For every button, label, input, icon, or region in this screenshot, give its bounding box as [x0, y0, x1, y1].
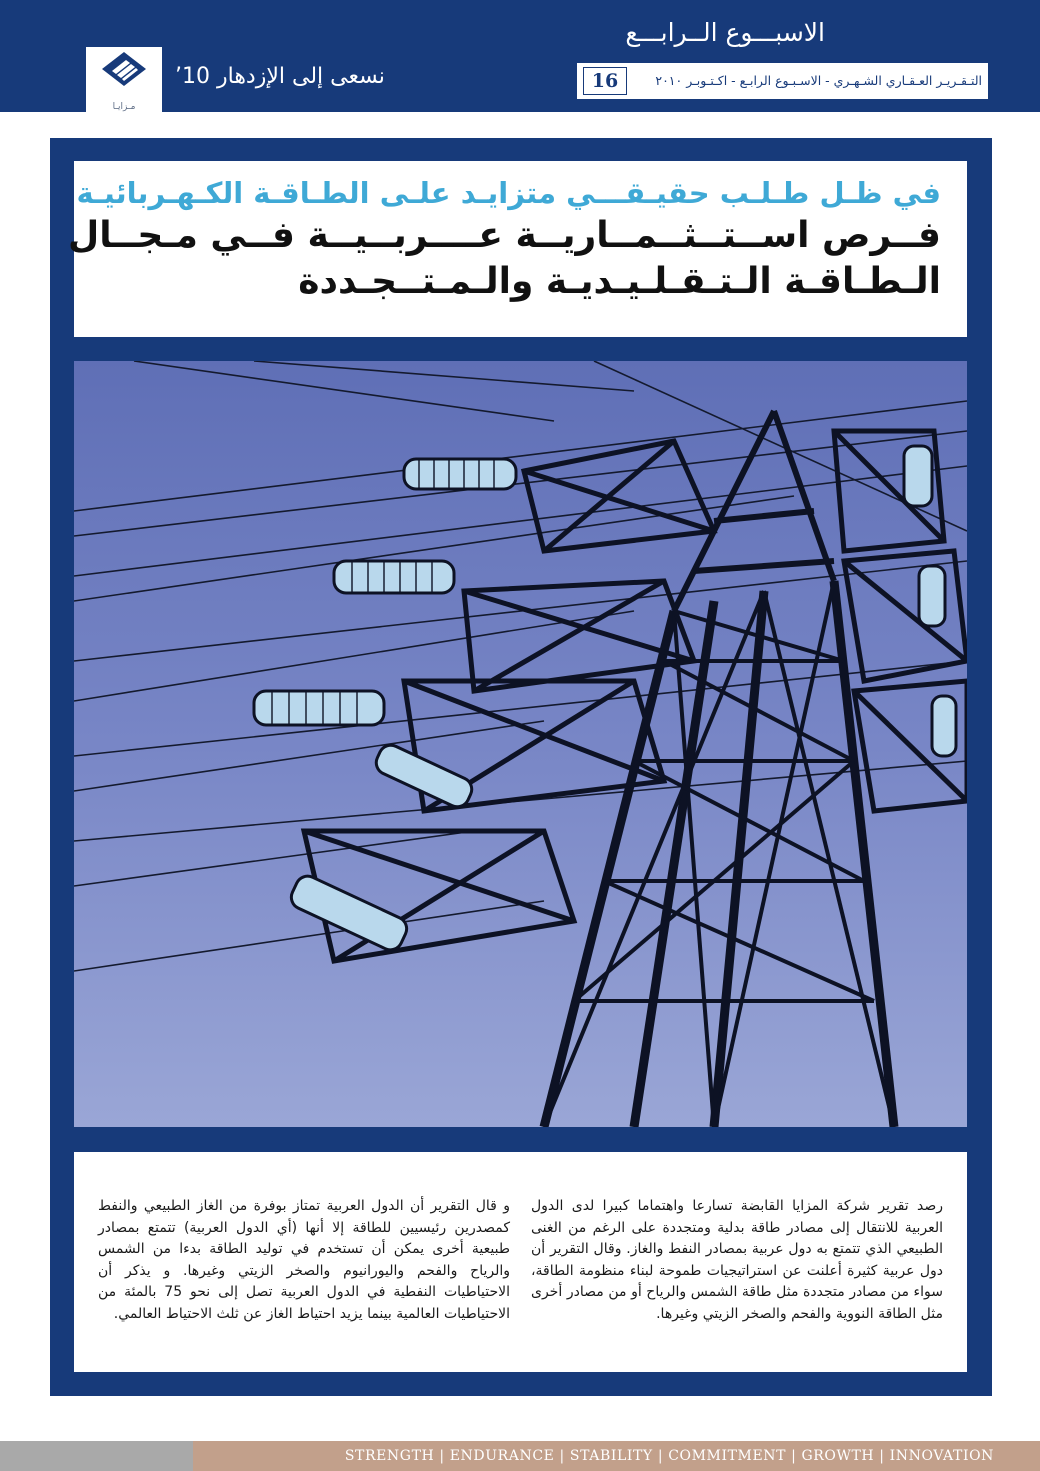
mazaya-logo-icon [86, 47, 162, 99]
company-logo [86, 47, 162, 113]
footer-values: STRENGTH | ENDURANCE | STABILITY | COMMITMENT | GROWTH | INNOVATION [193, 1441, 1040, 1471]
footer-gray-block [0, 1441, 193, 1471]
report-line: التـقـريـر العـقـاري الشـهـري - الاسـبـوع الرابـع - اكـتـوبـر ٢٠١٠ [655, 73, 982, 88]
article-body [74, 1152, 967, 1372]
pylon-image [74, 361, 967, 1127]
article-title-line-1: فــرص اســتــثــمــاريــة عــــربــيــة فــي مـجــال [67, 215, 941, 256]
article-paragraph-right: رصد تقرير شركة المزايا القابضة تسارعا واهتماما كبيرا لدى الدول العربية للانتقال إلى مصادر طاقة بدلية ومتجددة على الرغم من الغنى الطبيعي الذي تتمتع به دول عربية بمصادر النفط والغاز. وقال التقرير أن دول عربية كثيرة أعلنت عن استراتيجيات طموحة لبناء منظومة الطاقة، سواء من مصادر متجددة مثل طاقة الشمس والرياح أو من مصادر أخرى مثل الطاقة النووية والفحم والصخر الزيتي وغيرها. [531, 1198, 943, 1322]
article-paragraph-left: و قال التقرير أن الدول العربية تمتاز بوفرة من الغاز الطبيعي والنفط كمصدرين رئيسيين للطاقة إلا أنها (أي الدول العربية) تتمتع بمصادر طبيعية أخرى يمكن أن تستخدم في توليد الطاقة بدءا من الشمس والرياح والفحم واليورانيوم والصخر الزيتي وغيرها. و يذكر أن الاحتياطيات النفطية في الدول العربية تصل إلى نحو 75 بالمئة من الاحتياطيات العالمية بينما يزيد احتياط الغاز عن ثلث الاحتياط العالمي. [98, 1198, 510, 1322]
week-heading: الاسبـــوع الــرابـــع [625, 18, 825, 47]
title-box [67, 161, 967, 337]
article-subtitle: في ظـل طـلـب حقيـقـــي متزايـد علـى الطـاقـة الكـهـربائيـة [76, 176, 941, 210]
slogan: نسعى إلى الإزدهار 10’ [175, 64, 385, 89]
article-title-line-2: الـطـاقـة الـتـقـلـيـديـة والـمـتــجـددة [298, 261, 941, 302]
page-number: 16 [583, 67, 627, 95]
logo-wordmark: مـزايـا [112, 102, 136, 112]
pylon-photo [74, 361, 967, 1127]
report-info-box [575, 61, 990, 101]
header-bar [0, 0, 1040, 112]
article-frame [50, 138, 992, 1396]
